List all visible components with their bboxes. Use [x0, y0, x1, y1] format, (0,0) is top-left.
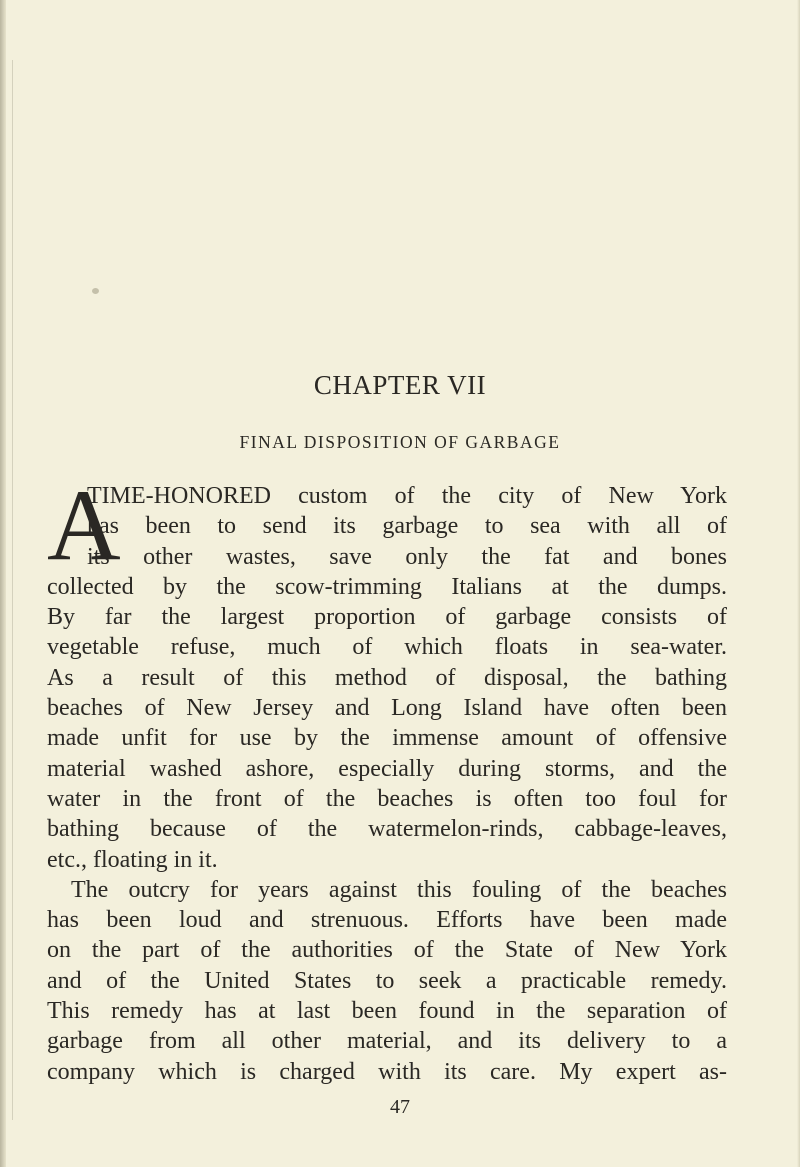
- text-line: has been loud and strenuous. Efforts have been made: [47, 907, 727, 934]
- text-line: By far the largest proportion of garbage consists of: [47, 604, 727, 631]
- body-text: [47, 481, 727, 1087]
- text-line: has been to send its garbage to sea with all of: [87, 513, 727, 540]
- chapter-title: CHAPTER VII: [313, 370, 487, 400]
- text-line: TIME-HONORED custom of the city of New York: [87, 483, 727, 509]
- page-number: 47: [390, 1096, 410, 1118]
- text-line: vegetable refuse, much of which floats in sea-water.: [47, 634, 727, 661]
- text-line: As a result of this method of disposal, the bathing: [47, 664, 727, 691]
- text-line: beaches of New Jersey and Long Island have often been: [47, 695, 727, 722]
- text-line: The outcry for years against this fouling of the beaches: [71, 876, 727, 903]
- text-line: its other wastes, save only the fat and bones: [87, 543, 727, 570]
- section-title: FINAL DISPOSITION OF GARBAGE: [239, 432, 561, 452]
- text-line: collected by the scow-trimming Italians at the dumps.: [47, 573, 727, 600]
- text-line: This remedy has at last been found in the separation of: [47, 998, 727, 1025]
- paper-speck: [92, 288, 99, 294]
- text-line: etc., floating in it.: [47, 846, 218, 873]
- text-line: material washed ashore, especially during storms, and the: [47, 755, 727, 782]
- text-line: on the part of the authorities of the State of New York: [47, 937, 727, 964]
- text-line: bathing because of the watermelon-rinds, cabbage-leaves,: [47, 816, 727, 843]
- drop-cap: A: [47, 469, 121, 582]
- text-line: water in the front of the beaches is often too foul for: [47, 785, 727, 812]
- page-fold-line: [12, 60, 13, 1120]
- text-line: company which is charged with its care. My expert as-: [47, 1058, 727, 1085]
- page-edge: [0, 0, 6, 1167]
- text-line: garbage from all other material, and its delivery to a: [47, 1028, 727, 1055]
- text-line: made unfit for use by the immense amount of offensive: [47, 725, 727, 752]
- text-line: and of the United States to seek a practicable remedy.: [47, 967, 727, 994]
